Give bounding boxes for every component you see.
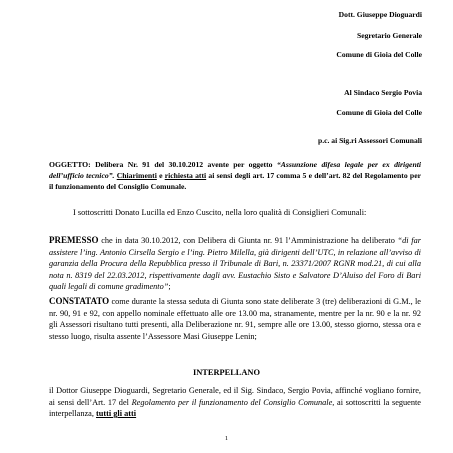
- recipient-office: Comune di Gioia del Colle: [336, 50, 422, 59]
- request-paragraph: il Dottor Giuseppe Dioguardi, Segretario Generale, ed il Sig. Sindaco, Sergio Povia, affinché vogliano fornire, ai sensi dell’Art. 17 del Regolamento per il funzionamento del Consiglio Comunale, ai sottoscritti la seguente interpellanza, tutti gli atti: [49, 386, 421, 419]
- intro-paragraph: [49, 207, 421, 219]
- premesso-paragraph: PREMESSO che in data 30.10.2012, con Delibera di Giunta nr. 91 l’Amministrazione ha deliberato “di far assistere l’ing. Antonio Cirsella Sergio e l’ing. Pietro Milella, già dirigenti dell’UTC, in relazione all’avviso di garanzia della Procura della Repubblica presso il Tribunale di Bari, n. 23371/2007 RGNR mod.21, di cui alla nota n. 8319 del 22.03.2012, rispettivamente dagli avv. Eustachio Sisto e Salvatore D’Aluiso del Foro di Bari quali legali di comune gradimento”;: [49, 235, 421, 292]
- request-regulation: Regolamento per il funzionamento del Consiglio Comunale: [131, 397, 333, 407]
- premesso-quote: “di far assistere l’ing. Antonio Cirsella Sergio e l’ing. Pietro Milella, già dirigenti dell’UTC, in relazione all’avviso di garanzia della Procura della Repubblica presso il Tribunale di Bari, n. 23371/2007 RGNR mod.21, di cui alla nota n. 8319 del 22.03.2012, rispettivamente dagli avv. Eustachio Sisto e Salvatore D’Aluiso del Foro di Bari quali legali di comune gradimento”: [49, 236, 421, 292]
- subject-quoted-title: “Assunzione difesa legale per ex dirigenti dell’ufficio tecnico”.: [49, 160, 421, 181]
- constatato-paragraph: [49, 296, 421, 342]
- subject-request-documents: richiesta atti: [164, 171, 207, 181]
- subject-paragraph: [49, 159, 421, 193]
- premesso-keyword: PREMESSO: [49, 235, 99, 245]
- subject-label: OGGETTO:: [49, 160, 91, 169]
- constatato-keyword: CONSTATATO: [49, 296, 110, 306]
- recipient-mayor: Al Sindaco Sergio Povia: [344, 88, 422, 97]
- request-emphasis: tutti gli atti: [96, 409, 137, 419]
- recipient-cc: p.c. ai Sig.ri Assessori Comunali: [317, 136, 422, 145]
- request-text: il Dottor Giuseppe Dioguardi, Segretario Generale, ed il Sig. Sindaco, Sergio Povia, affinché vogliano fornire, ai sensi dell’Art. 17 del: [49, 386, 421, 407]
- premesso-text: che in data 30.10.2012, con Delibera di Giunta nr. 91 l’Amministrazione ha deliberato: [98, 236, 398, 245]
- constatato-text: come durante la stessa seduta di Giunta sono state deliberate 3 (tre) deliberazioni di G.M., le nr. 90, 91 e 92, con appello nominale effettuato alle ore 13.00 ma, stranamente, mentre per la nr. 90 e la nr. 92 gli Assessori risultano tutti presenti, alla Deliberazione nr. 91, sempre alle ore 13.00, stesso giorno, stessa ora e stesso luogo, risulta assente l’Assessore Masi Giuseppe Lenin;: [49, 297, 421, 341]
- intro-text: I sottoscritti Donato Lucilla ed Enzo Cuscito, nella loro qualità di Consiglieri Comunali:: [73, 208, 367, 217]
- recipient-title: Segretario Generale: [356, 31, 422, 40]
- subject-line: OGGETTO: Delibera Nr. 91 del 30.10.2012 avente per oggetto “Assunzione difesa legale per ex dirigenti dell’ufficio tecnico”. Chiarimenti e richiesta atti ai sensi degli art. 17 comma 5 e dell’art. 82 del Regolamento per il funzionamento del Consiglio Comunale.: [49, 160, 422, 192]
- page-number: 1: [224, 435, 229, 442]
- subject-text: Delibera Nr. 91 del 30.10.2012 avente per oggetto: [90, 160, 277, 169]
- recipient-mayor-office: Comune di Gioia del Colle: [336, 108, 422, 117]
- subject-text-end: ai sensi degli art. 17 comma 5 e dell’art. 82 del Regolamento per il funzionamento del Consiglio Comunale.: [49, 171, 422, 192]
- section-heading: INTERPELLANO: [192, 368, 260, 377]
- subject-request-clarifications: Chiarimenti: [116, 171, 157, 181]
- recipient-name: Dott. Giuseppe Dioguardi: [338, 10, 422, 19]
